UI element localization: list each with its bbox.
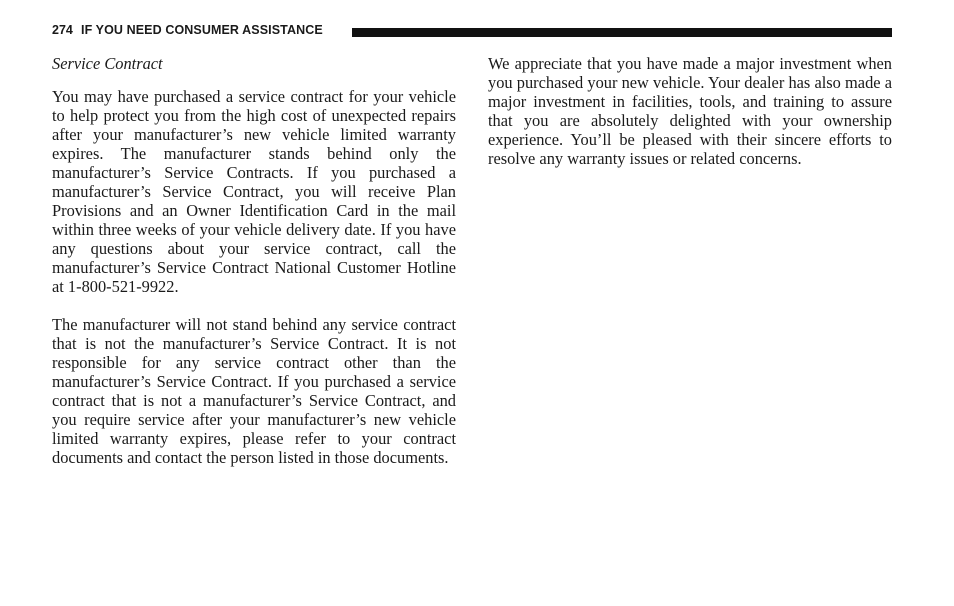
page-header — [52, 21, 892, 39]
left-column — [52, 54, 456, 486]
right-column — [488, 54, 892, 187]
header-rule — [352, 28, 892, 37]
section-title: IF YOU NEED CONSUMER ASSISTANCE — [81, 23, 323, 37]
paragraph-service-contract-disclaimer: The manufacturer will not stand behind any service contract that is not the manufacturer’s Service Contract. It is not responsible for any service contract other than the manufacturer’s Service Contract. If you purchased a service contract that is not a manufacturer’s Service Contract, and you require service after your manufacturer’s new vehicle limited warranty expires, please refer to your contract documents and contact the person listed in those documents. — [52, 315, 456, 467]
paragraph-dealer-investment: We appreciate that you have made a major investment when you purchased your new vehicle. Your dealer has also made a major investment in facilities, tools, and training to assure that you are absolutely delighted with your ownership experience. You’ll be pleased with their sincere efforts to resolve any warranty issues or related concerns. — [488, 54, 892, 168]
page-number: 274 — [52, 23, 73, 37]
subheading-service-contract: Service Contract — [52, 54, 163, 73]
paragraph-service-contract-intro: You may have purchased a service contract for your vehicle to help protect you from the high cost of unexpected repairs after your manufacturer’s new vehicle limited warranty expires. The manufacturer stands behind only the manufacturer’s Service Contracts. If you purchased a manufacturer’s Service Contract, you will receive Plan Provisions and an Owner Identification Card in the mail within three weeks of your vehicle delivery date. If you have any questions about your service contract, call the manufacturer’s Service Contract National Customer Hotline at 1-800-521-9922. — [52, 87, 456, 296]
